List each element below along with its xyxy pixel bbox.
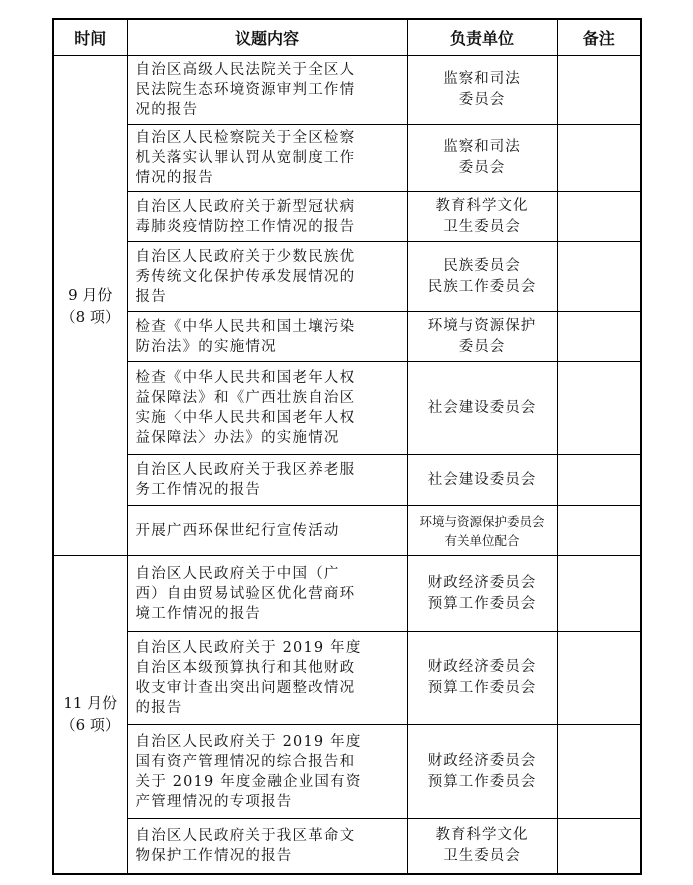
header-row [53,19,641,56]
note-cell [557,455,641,506]
topic-text-line: 自治区人民政府关于中国（广 [135,565,340,582]
item-count: （6 项） [60,716,120,735]
unit-text-line: 财政经济委员会 [427,752,537,769]
note-cell [557,192,641,242]
unit-cell [407,506,557,556]
topic-cell [127,362,407,455]
table-row [53,312,641,362]
unit-cell [407,242,557,312]
topic-text-line: 秀传统文化保护传承发展情况的 [135,268,356,285]
topic-text-line: 务工作情况的报告 [135,482,262,498]
table-row [53,506,641,556]
time-cell [53,56,127,556]
topic-text-line: 自治区人民政府关于我区革命文 [135,827,356,844]
unit-text-line: 环境与资源保护委员会 [419,513,545,529]
note-cell [557,362,641,455]
unit-text-line: 委员会 [458,160,506,176]
unit-text-line: 社会建设委员会 [427,471,537,488]
topic-text-line: 西）自由贸易试验区优化营商环 [135,585,356,602]
topic-cell [127,819,407,874]
schedule-body [53,56,641,874]
unit-text-line: 社会建设委员会 [427,399,537,416]
table-row [53,556,641,632]
topic-text-line: 报告 [135,288,167,305]
topic-cell [127,725,407,819]
topic-cell [127,56,407,125]
unit-cell [407,125,557,192]
unit-cell [407,312,557,362]
note-cell [557,242,641,312]
table-row [53,242,641,312]
topic-text-line: 实施〈中华人民共和国老年人权 [135,410,356,426]
topic-text-line: 自治区人民政府关于我区养老服 [135,462,356,478]
topic-text-line: 物保护工作情况的报告 [135,847,293,864]
topic-text-line: 自治区人民政府关于 2019 年度 [135,733,362,750]
note-cell [557,819,641,874]
topic-text-line: 益保障法》和《广西壮族自治区 [135,390,356,406]
unit-text-line: 委员会 [458,338,506,355]
unit-text-line: 委员会 [458,92,506,108]
table-row [53,56,641,125]
unit-cell [407,362,557,455]
topic-text-line: 情况的报告 [135,170,214,186]
topic-text-line: 产管理情况的专项报告 [135,793,293,810]
topic-text-line: 国有资产管理情况的综合报告和 [135,753,356,770]
note-cell [557,125,641,192]
topic-text-line: 关于 2019 年度金融企业国有资 [135,773,362,790]
unit-cell [407,455,557,506]
topic-text-line: 机关落实认罪认罚从宽制度工作 [135,150,356,166]
topic-cell [127,242,407,312]
unit-text-line: 教育科学文化 [435,197,529,214]
topic-text-line: 益保障法〉办法》的实施情况 [135,430,340,446]
note-cell [557,556,641,632]
header-unit: 负责单位 [407,19,557,56]
month-label: 9 月份 [68,285,113,304]
table-row [53,455,641,506]
topic-cell [127,312,407,362]
schedule-document [52,18,640,875]
topic-text-line: 况的报告 [135,102,199,118]
month-label: 11 月份 [63,694,118,713]
topic-text-line: 自治区人民检察院关于全区检察 [135,130,356,146]
topic-cell [127,125,407,192]
topic-cell [127,455,407,506]
note-cell [557,632,641,725]
unit-text-line: 教育科学文化 [435,826,529,843]
unit-text-line: 民族委员会 [443,257,521,274]
unit-text-line: 卫生委员会 [443,847,521,864]
header-time: 时间 [53,19,127,56]
table-row [53,125,641,192]
unit-text-line: 卫生委员会 [443,218,521,235]
unit-text-line: 监察和司法 [443,139,521,155]
topic-text-line: 自治区人民政府关于 2019 年度 [135,640,362,656]
unit-text-line: 预算工作委员会 [427,773,537,790]
topic-cell [127,632,407,725]
unit-cell [407,632,557,725]
table-row [53,632,641,725]
table-row [53,192,641,242]
note-cell [557,56,641,125]
topic-text-line: 防治法》的实施情况 [135,338,277,355]
table-row [53,725,641,819]
unit-text-line: 监察和司法 [443,71,521,87]
unit-text-line: 财政经济委员会 [427,574,537,591]
note-cell [557,312,641,362]
unit-text-line: 环境与资源保护 [427,317,537,334]
note-cell [557,506,641,556]
note-cell [557,725,641,819]
topic-text-line: 民法院生态环境资源审判工作情 [135,82,356,98]
unit-text-line: 财政经济委员会 [427,659,537,675]
header-topic: 议题内容 [127,19,407,56]
time-cell [53,556,127,874]
table-row [53,362,641,455]
unit-cell [407,192,557,242]
schedule-table [52,18,642,875]
item-count: （8 项） [60,307,120,326]
topic-text-line: 开展广西环保世纪行宣传活动 [135,522,340,539]
unit-cell [407,556,557,632]
topic-cell [127,556,407,632]
unit-cell [407,819,557,874]
topic-text-line: 收支审计查出突出问题整改情况 [135,680,356,696]
topic-text-line: 自治区本级预算执行和其他财政 [135,660,356,676]
topic-text-line: 检查《中华人民共和国老年人权 [135,370,356,386]
unit-text-line: 预算工作委员会 [427,680,537,696]
topic-text-line: 自治区高级人民法院关于全区人 [135,62,356,78]
unit-text-line: 有关单位配合 [444,532,520,548]
table-row [53,819,641,874]
unit-text-line: 民族工作委员会 [427,278,537,295]
topic-text-line: 自治区人民政府关于少数民族优 [135,248,356,265]
header-note: 备注 [557,19,641,56]
topic-cell [127,192,407,242]
unit-text-line: 预算工作委员会 [427,595,537,612]
topic-text-line: 毒肺炎疫情防控工作情况的报告 [135,218,356,235]
topic-cell [127,506,407,556]
unit-cell [407,56,557,125]
unit-cell [407,725,557,819]
topic-text-line: 的报告 [135,700,183,716]
topic-text-line: 境工作情况的报告 [135,605,262,622]
topic-text-line: 检查《中华人民共和国土壤污染 [135,318,356,335]
topic-text-line: 自治区人民政府关于新型冠状病 [135,198,356,215]
